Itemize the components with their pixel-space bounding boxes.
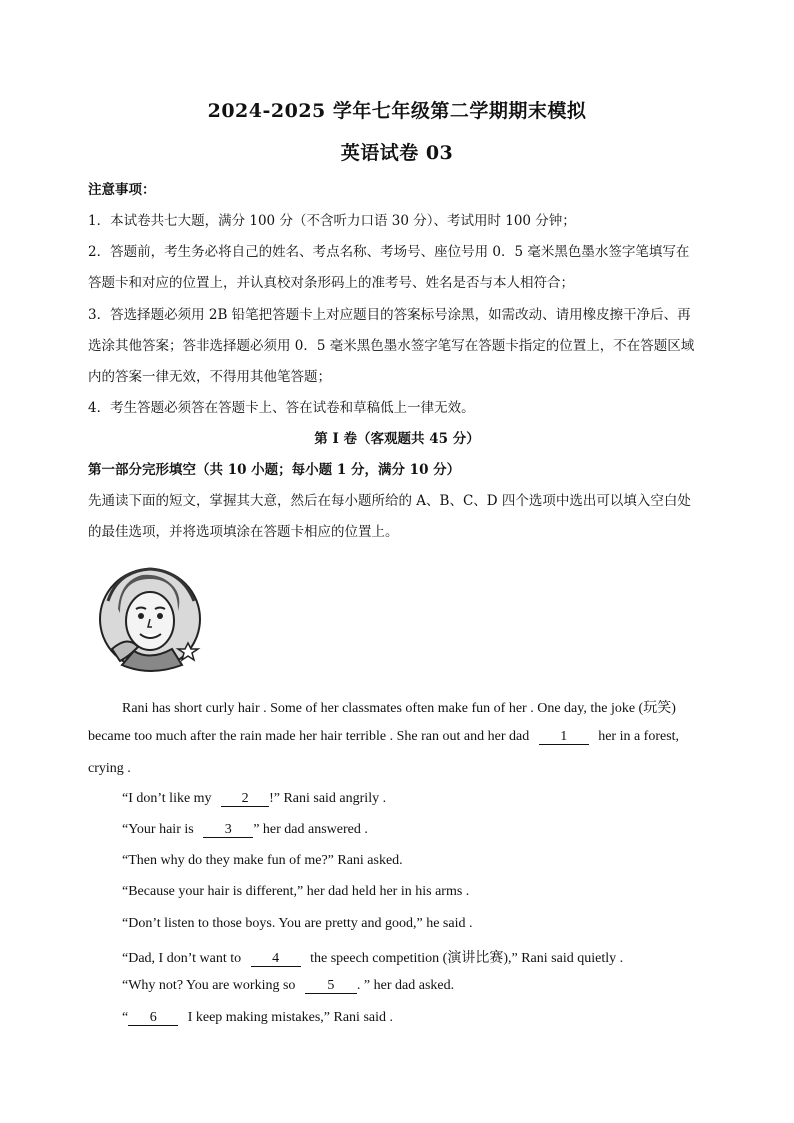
note-line: 内的答案一律无效，不得用其他笔答题； <box>88 369 331 385</box>
blank-5: 5 <box>305 979 357 994</box>
passage-line <box>122 822 368 838</box>
passage-text: “Your hair is <box>122 822 194 837</box>
passage-line: crying . <box>88 761 131 776</box>
page-subtitle: 英语试卷 03 <box>340 142 454 164</box>
passage-text: the speech competition (演讲比赛),” Rani said quietly . <box>310 951 624 966</box>
passage-line: “Then why do they make fun of me?” Rani asked. <box>122 853 403 868</box>
passage-text: her in a forest, <box>598 729 680 744</box>
blank-2: 2 <box>221 792 269 807</box>
passage-text: “ <box>122 1010 129 1025</box>
passage-line <box>122 978 454 994</box>
section-title: 第 I 卷（客观题共 45 分） <box>314 431 480 447</box>
passage-text: “I don’t like my <box>122 791 212 806</box>
blank-3: 3 <box>203 823 253 838</box>
passage-line <box>122 1010 393 1026</box>
passage-line: “Because your hair is different,” her dad held her in his arms . <box>122 884 470 899</box>
passage-line: Rani has short curly hair . Some of her classmates often make fun of her . One day, the joke (玩笑) <box>122 701 676 716</box>
passage-text: I keep making mistakes,” Rani said . <box>187 1010 394 1025</box>
note-line: 2．答题前，考生务必将自己的姓名、考点名称、考场号、座位号用 0．5 毫米黑色墨水签字笔填写在 <box>88 244 690 260</box>
girl-illustration <box>98 561 202 675</box>
passage-line: “Don’t listen to those boys. You are pretty and good,” he said . <box>122 916 473 931</box>
passage-text: ” her dad answered . <box>253 822 368 837</box>
note-line: 答题卡和对应的位置上，并认真校对条形码上的准考号、姓名是否与本人相符合； <box>88 275 574 291</box>
passage-text: . ” her dad asked. <box>356 978 455 993</box>
notes-heading: 注意事项： <box>88 182 156 198</box>
note-line: 4．考生答题必须答在答题卡上、答在试卷和草稿低上一律无效。 <box>88 400 475 416</box>
passage-line <box>88 729 679 745</box>
page-title: 2024-2025 学年七年级第二学期期末模拟 <box>207 100 587 122</box>
instruction-line: 先通读下面的短文，掌握其大意，然后在每小题所给的 A、B、C、D 四个选项中选出可以填入空白处 <box>88 493 691 509</box>
passage-text: became too much after the rain made her hair terrible . She ran out and her dad <box>88 729 530 744</box>
passage-line <box>122 947 623 967</box>
note-line: 3．答选择题必须用 2B 铅笔把答题卡上对应题目的答案标号涂黑，如需改动、请用橡皮擦干净后、再 <box>88 307 691 323</box>
blank-4: 4 <box>251 952 301 967</box>
blank-6: 6 <box>128 1011 178 1026</box>
passage-text: “Why not? You are working so <box>122 978 296 993</box>
note-line: 选涂其他答案；答非选择题必须用 0．5 毫米黑色墨水签字笔写在答题卡指定的位置上，不在答题区域 <box>88 338 695 354</box>
note-line: 1．本试卷共七大题，满分 100 分（不含听力口语 30 分）、考试用时 100 分钟； <box>88 213 576 229</box>
part-title: 第一部分完形填空（共 10 小题；每小题 1 分，满分 10 分） <box>88 462 461 478</box>
passage-text: “Dad, I don’t want to <box>122 951 242 966</box>
instruction-line: 的最佳选项，并将选项填涂在答题卡相应的位置上。 <box>88 524 399 540</box>
passage-line <box>122 791 386 807</box>
passage-text: !” Rani said angrily . <box>269 791 387 806</box>
blank-1: 1 <box>539 730 589 745</box>
